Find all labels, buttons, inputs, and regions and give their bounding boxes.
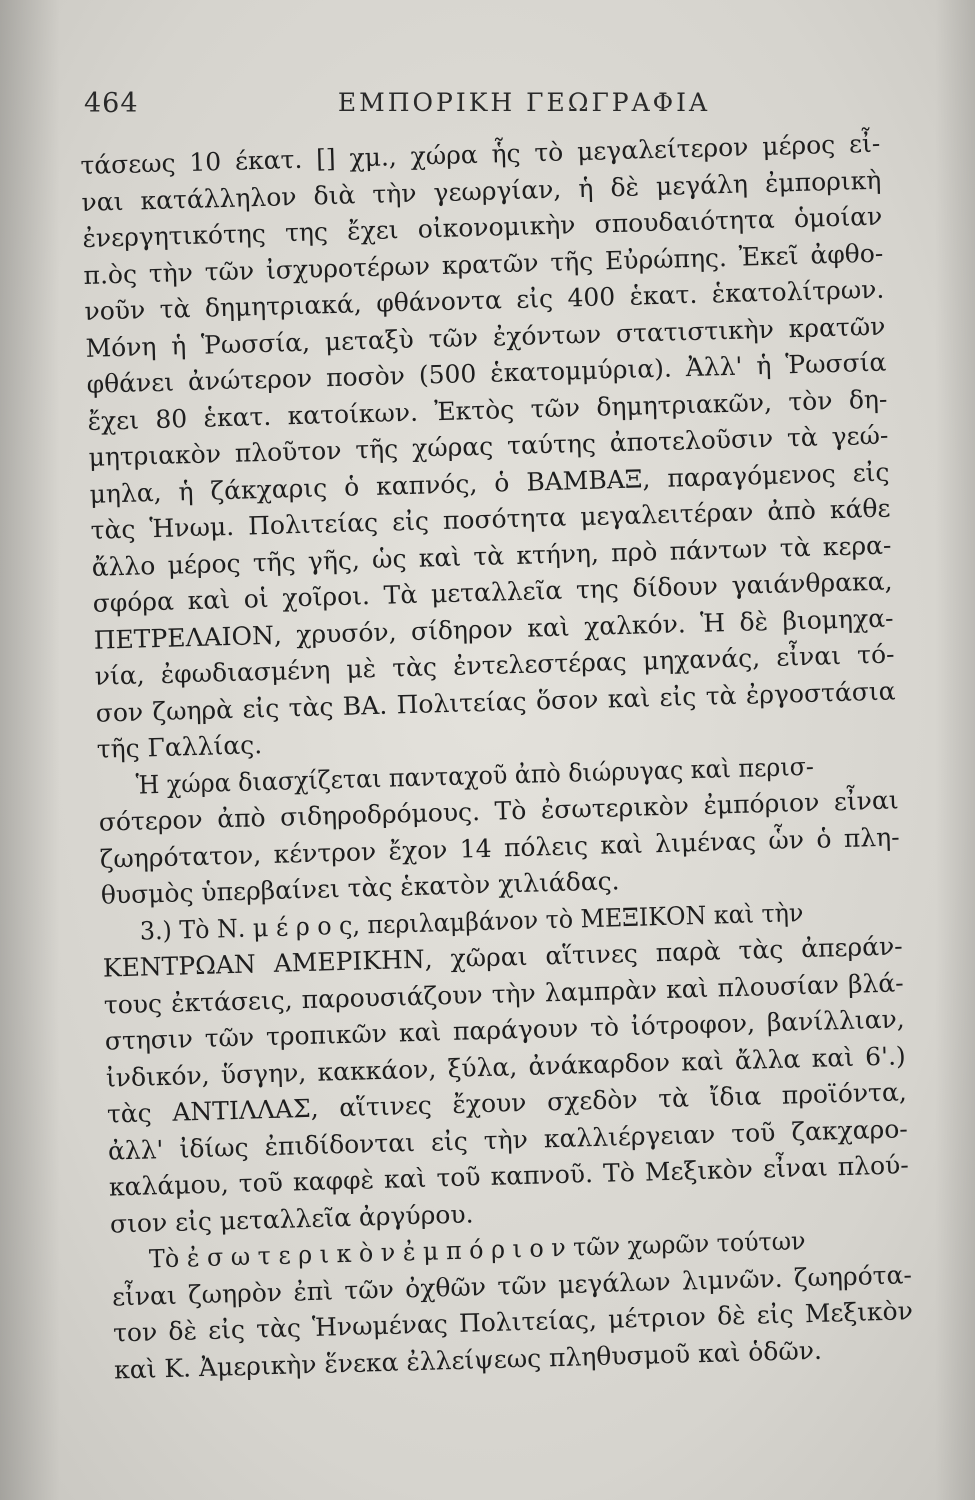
text-line: εἶναι ζωηρὸν ἐπὶ τῶν ὀχθῶν τῶν μεγάλων λιμνῶν. ζωηρότα-	[111, 1259, 913, 1312]
running-title: ΕΜΠΟΡΙΚΗ ΓΕΩΓΡΑΦΙΑ	[337, 88, 711, 117]
page-number: 464	[84, 88, 139, 119]
text-line: σον ζωηρὰ εἰς τὰς ΒΑ. Πολιτείας ὅσον καὶ εἰς τὰ ἐργοστάσια	[95, 675, 896, 728]
text-line: φθάνει ἀνώτερον ποσὸν (500 ἑκατομμύρια). Ἀλλ' ἡ Ῥωσσία	[86, 347, 887, 399]
text-line: σφόρα καὶ οἱ χοῖροι. Τὰ μεταλλεῖα της δίδουν γαιάνθρακα,	[92, 566, 893, 618]
text-line: ἀλλ' ἰδίως ἐπιδίδονται εἰς τὴν καλλιέργειαν τοῦ ζακχαρο-	[107, 1113, 909, 1166]
text-line: ἄλλο μέρος τῆς γῆς, ὡς καὶ τὰ κτήνη, πρὸ πάντων τὰ κερα-	[91, 530, 892, 582]
text-line: μηλα, ἡ ζάκχαρις ὁ καπνός, ὁ ΒΑΜΒΑΞ, παραγόμενος εἰς	[89, 457, 890, 509]
text-line: μητριακὸν πλοῦτον τῆς χώρας ταύτης ἀποτελοῦσιν τὰ γεώ-	[88, 420, 889, 472]
text-line: Ἡ χώρα διασχίζεται πανταχοῦ ἀπὸ διώρυγας καὶ περισ-	[135, 751, 815, 800]
text-line: καλάμου, τοῦ καφφὲ καὶ τοῦ καπνοῦ. Τὸ Μεξικὸν εἶναι πλού-	[108, 1150, 910, 1202]
text-line: τάσεως 10 έκατ. [] χμ., χώρα ἧς τὸ μεγαλείτερον μέρος εἶ-	[80, 128, 881, 180]
text-line: ἰνδικόν, ὕσγην, κακκάον, ξύλα, ἀνάκαρδον καὶ ἄλλα καὶ 6'.)	[105, 1040, 907, 1093]
page-gutter-shadow	[0, 0, 60, 1500]
page-header	[84, 88, 884, 128]
body-text	[80, 126, 914, 1389]
text-line: τὰς Ἡνωμ. Πολιτείας εἰς ποσότητα μεγαλειτέραν ἀπὸ κάθε	[90, 493, 891, 545]
text-line: θυσμὸς ὑπερβαίνει τὰς ἑκατὸν χιλιάδας.	[100, 866, 620, 910]
text-line: τῆς Γαλλίας.	[96, 730, 263, 764]
text-line: σιον εἰς μεταλλεῖα ἀργύρου.	[109, 1198, 474, 1239]
page-edge-shadow	[935, 0, 975, 1500]
text-line: ΠΕΤΡΕΛΑΙΟΝ, χρυσόν, σίδηρον καὶ χαλκόν. Ἡ δὲ βιομηχα-	[93, 602, 894, 655]
text-line: τους ἐκτάσεις, παρουσιάζουν τὴν λαμπρὰν καὶ πλουσίαν βλά-	[103, 967, 905, 1020]
text-line: π.ὸς τὴν τῶν ἰσχυροτέρων κρατῶν τῆς Εὐρώπης. Ἐκεῖ ἀφθο-	[83, 238, 884, 290]
text-line: ναι κατάλληλον διὰ τὴν γεωργίαν, ἡ δὲ μεγάλη ἐμπορικὴ	[81, 165, 882, 217]
text-line: σότερον ἀπὸ σιδηροδρόμους. Τὸ ἐσωτερικὸν ἐμπόριον εἶναι	[98, 785, 899, 837]
text-line: ζωηρότατον, κέντρον ἔχον 14 πόλεις καὶ λιμένας ὧν ὁ πλη-	[99, 821, 900, 874]
text-line: νία, ἐφωδιασμένη μὲ τὰς ἐντελεστέρας μηχανάς, εἶναι τό-	[94, 639, 895, 691]
text-line: τὰς ΑΝΤΙΛΛΑΣ, αἵτινες ἔχουν σχεδὸν τὰ ἴδια προϊόντα,	[106, 1077, 908, 1129]
text-line: ἔχει 80 ἑκατ. κατοίκων. Ἐκτὸς τῶν δημητριακῶν, τὸν δη-	[87, 384, 888, 436]
text-line: νοῦν τὰ δημητριακά, φθάνοντα εἰς 400 ἑκατ. ἑκατολίτρων.	[84, 274, 885, 326]
text-line: Μόνη ἡ Ῥωσσία, μεταξὺ τῶν ἐχόντων στατιστικὴν κρατῶν	[85, 311, 886, 363]
text-line: τον δὲ εἰς τὰς Ἡνωμένας Πολιτείας, μέτριον δὲ εἰς Μεξικὸν	[112, 1296, 914, 1348]
text-line: Τὸ ἐ σ ω τ ε ρ ι κ ὸ ν ἐ μ π ό ρ ι ο ν τῶν χωρῶν τούτων	[148, 1226, 806, 1274]
text-line: ΚΕΝΤΡΩΑΝ ΑΜΕΡΙΚΗΝ, χῶραι αἵτινες παρὰ τὰς ἀπεράν-	[102, 931, 904, 983]
text-line: στησιν τῶν τροπικῶν καὶ παράγουν τὸ ἰότροφον, βανίλλιαν,	[104, 1004, 906, 1056]
text-line: 3.) Τὸ Ν. μ έ ρ ο ς, περιλαμβάνον τὸ ΜΕΞΙΚΟΝ καὶ τὴν	[139, 897, 804, 946]
text-line: ἐνεργητικότης της ἔχει οἰκονομικὴν σπουδαιότητα ὁμοίαν	[82, 201, 883, 253]
text-line: καὶ Κ. Ἀμερικὴν ἕνεκα ἐλλείψεως πληθυσμοῦ καὶ ὁδῶν.	[113, 1335, 823, 1385]
